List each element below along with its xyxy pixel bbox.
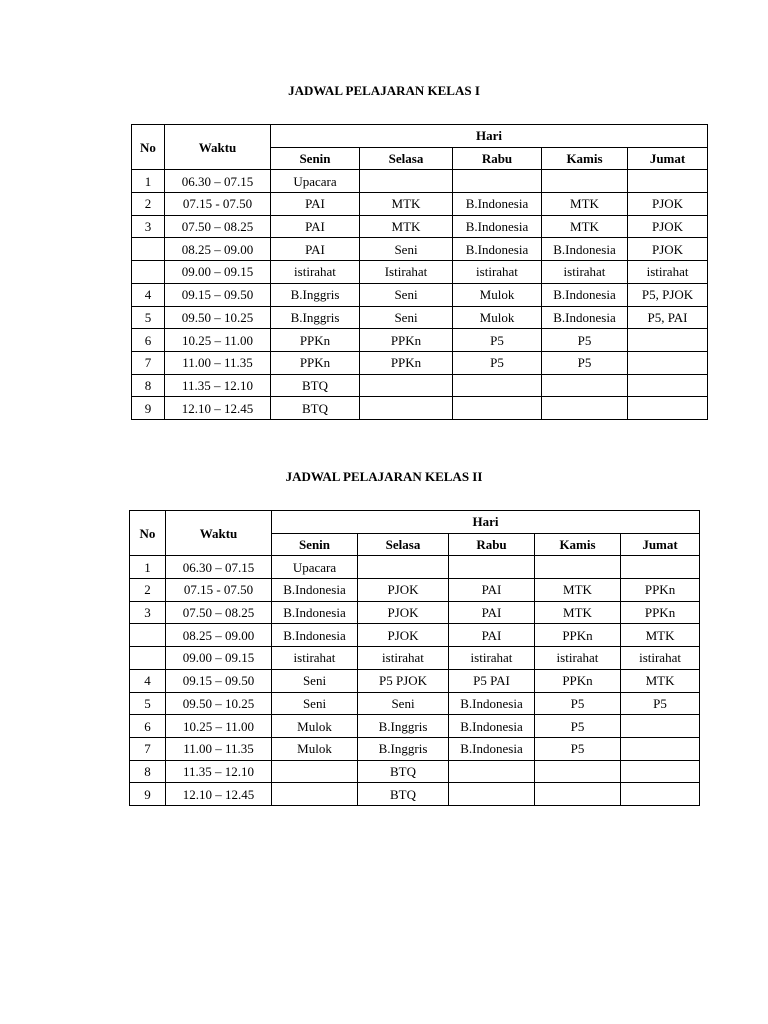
cell-senin: Mulok: [272, 737, 358, 760]
cell-jumat: [621, 783, 700, 806]
cell-rabu: Mulok: [453, 306, 542, 329]
header-waktu: Waktu: [165, 125, 271, 170]
cell-selasa: PJOK: [358, 624, 449, 647]
cell-selasa: B.Inggris: [358, 737, 449, 760]
cell-kamis: MTK: [535, 579, 621, 602]
header-waktu: Waktu: [166, 511, 272, 556]
cell-no: 3: [130, 601, 166, 624]
header-hari: Hari: [272, 511, 700, 534]
header-day-kamis: Kamis: [535, 533, 621, 556]
table-row: [130, 715, 700, 738]
cell-selasa: istirahat: [358, 647, 449, 670]
cell-selasa: PPKn: [360, 329, 453, 352]
table-row: [132, 193, 708, 216]
cell-waktu: 10.25 – 11.00: [165, 329, 271, 352]
cell-selasa: [360, 397, 453, 420]
cell-jumat: P5, PAI: [628, 306, 708, 329]
cell-jumat: [628, 374, 708, 397]
table-row: [130, 692, 700, 715]
cell-no: 2: [130, 579, 166, 602]
cell-senin: PAI: [271, 238, 360, 261]
cell-kamis: P5: [542, 351, 628, 374]
cell-no: [132, 261, 165, 284]
cell-kamis: [542, 374, 628, 397]
cell-selasa: Seni: [360, 238, 453, 261]
cell-no: [132, 238, 165, 261]
cell-no: 9: [130, 783, 166, 806]
cell-kamis: [542, 170, 628, 193]
table-row: [130, 783, 700, 806]
cell-senin: PPKn: [271, 351, 360, 374]
cell-rabu: B.Indonesia: [453, 193, 542, 216]
cell-waktu: 10.25 – 11.00: [166, 715, 272, 738]
cell-no: 6: [132, 329, 165, 352]
cell-selasa: Seni: [358, 692, 449, 715]
cell-senin: BTQ: [271, 374, 360, 397]
cell-kamis: MTK: [535, 601, 621, 624]
cell-waktu: 07.50 – 08.25: [165, 215, 271, 238]
cell-selasa: Seni: [360, 306, 453, 329]
cell-selasa: PJOK: [358, 579, 449, 602]
cell-rabu: [449, 760, 535, 783]
schedule-table-kelas-1: [131, 124, 708, 420]
cell-waktu: 06.30 – 07.15: [166, 556, 272, 579]
cell-waktu: 07.50 – 08.25: [166, 601, 272, 624]
table-row: [132, 374, 708, 397]
header-day-selasa: Selasa: [358, 533, 449, 556]
header-day-rabu: Rabu: [449, 533, 535, 556]
cell-senin: PAI: [271, 215, 360, 238]
cell-senin: B.Indonesia: [272, 601, 358, 624]
cell-selasa: Seni: [360, 283, 453, 306]
cell-no: 5: [132, 306, 165, 329]
cell-jumat: [628, 170, 708, 193]
cell-rabu: [449, 783, 535, 806]
cell-waktu: 11.00 – 11.35: [165, 351, 271, 374]
cell-rabu: B.Indonesia: [449, 715, 535, 738]
cell-selasa: [358, 556, 449, 579]
cell-jumat: [621, 556, 700, 579]
cell-senin: B.Indonesia: [272, 579, 358, 602]
cell-rabu: B.Indonesia: [449, 692, 535, 715]
cell-no: 1: [132, 170, 165, 193]
table-row: [132, 238, 708, 261]
cell-jumat: PJOK: [628, 215, 708, 238]
cell-jumat: [628, 351, 708, 374]
cell-rabu: Mulok: [453, 283, 542, 306]
cell-waktu: 12.10 – 12.45: [166, 783, 272, 806]
cell-waktu: 11.00 – 11.35: [166, 737, 272, 760]
cell-senin: Upacara: [272, 556, 358, 579]
cell-kamis: P5: [535, 692, 621, 715]
cell-no: 1: [130, 556, 166, 579]
cell-waktu: 08.25 – 09.00: [165, 238, 271, 261]
cell-selasa: [360, 374, 453, 397]
cell-selasa: MTK: [360, 215, 453, 238]
cell-kamis: MTK: [542, 193, 628, 216]
cell-rabu: [449, 556, 535, 579]
table-row: [132, 215, 708, 238]
cell-kamis: P5: [542, 329, 628, 352]
cell-senin: PAI: [271, 193, 360, 216]
cell-rabu: istirahat: [453, 261, 542, 284]
cell-rabu: [453, 374, 542, 397]
cell-no: 4: [132, 283, 165, 306]
cell-selasa: BTQ: [358, 783, 449, 806]
cell-senin: Upacara: [271, 170, 360, 193]
header-hari: Hari: [271, 125, 708, 148]
cell-kamis: [542, 397, 628, 420]
cell-no: 2: [132, 193, 165, 216]
cell-waktu: 09.15 – 09.50: [166, 669, 272, 692]
table-row: [130, 669, 700, 692]
cell-no: 8: [130, 760, 166, 783]
cell-senin: PPKn: [271, 329, 360, 352]
header-day-rabu: Rabu: [453, 147, 542, 170]
cell-kamis: PPKn: [535, 624, 621, 647]
cell-senin: istirahat: [271, 261, 360, 284]
header-no: No: [130, 511, 166, 556]
header-day-jumat: Jumat: [628, 147, 708, 170]
cell-jumat: [621, 715, 700, 738]
cell-no: [130, 624, 166, 647]
cell-senin: B.Indonesia: [272, 624, 358, 647]
cell-kamis: P5: [535, 715, 621, 738]
cell-kamis: istirahat: [542, 261, 628, 284]
table-row: [132, 170, 708, 193]
cell-waktu: 09.00 – 09.15: [165, 261, 271, 284]
cell-jumat: MTK: [621, 624, 700, 647]
cell-waktu: 08.25 – 09.00: [166, 624, 272, 647]
cell-waktu: 06.30 – 07.15: [165, 170, 271, 193]
cell-no: [130, 647, 166, 670]
table-2-title: JADWAL PELAJARAN KELAS II: [285, 469, 483, 484]
cell-no: 8: [132, 374, 165, 397]
cell-jumat: MTK: [621, 669, 700, 692]
cell-waktu: 09.00 – 09.15: [166, 647, 272, 670]
cell-kamis: [535, 760, 621, 783]
cell-no: 7: [132, 351, 165, 374]
cell-kamis: B.Indonesia: [542, 283, 628, 306]
schedule-table-kelas-2: [129, 510, 700, 806]
table-row: [130, 647, 700, 670]
cell-kamis: istirahat: [535, 647, 621, 670]
header-day-selasa: Selasa: [360, 147, 453, 170]
cell-jumat: istirahat: [621, 647, 700, 670]
table-2-body: [130, 556, 700, 806]
cell-senin: BTQ: [271, 397, 360, 420]
cell-jumat: PJOK: [628, 238, 708, 261]
cell-waktu: 09.50 – 10.25: [166, 692, 272, 715]
cell-senin: Mulok: [272, 715, 358, 738]
table-1-body: [132, 170, 708, 420]
cell-selasa: PPKn: [360, 351, 453, 374]
cell-rabu: istirahat: [449, 647, 535, 670]
cell-no: 7: [130, 737, 166, 760]
cell-waktu: 12.10 – 12.45: [165, 397, 271, 420]
cell-kamis: [535, 556, 621, 579]
cell-selasa: PJOK: [358, 601, 449, 624]
table-row: [132, 283, 708, 306]
cell-rabu: B.Indonesia: [453, 238, 542, 261]
cell-rabu: [453, 397, 542, 420]
cell-senin: [272, 783, 358, 806]
cell-jumat: P5, PJOK: [628, 283, 708, 306]
cell-rabu: P5: [453, 351, 542, 374]
cell-jumat: istirahat: [628, 261, 708, 284]
table-row: [130, 579, 700, 602]
cell-selasa: P5 PJOK: [358, 669, 449, 692]
cell-kamis: B.Indonesia: [542, 306, 628, 329]
table-row: [130, 737, 700, 760]
cell-senin: Seni: [272, 692, 358, 715]
header-day-kamis: Kamis: [542, 147, 628, 170]
cell-jumat: [628, 329, 708, 352]
cell-kamis: MTK: [542, 215, 628, 238]
cell-jumat: P5: [621, 692, 700, 715]
cell-waktu: 11.35 – 12.10: [166, 760, 272, 783]
cell-kamis: B.Indonesia: [542, 238, 628, 261]
cell-jumat: PPKn: [621, 601, 700, 624]
cell-rabu: [453, 170, 542, 193]
cell-no: 6: [130, 715, 166, 738]
table-row: [130, 624, 700, 647]
cell-rabu: P5: [453, 329, 542, 352]
cell-jumat: [621, 760, 700, 783]
cell-waktu: 09.50 – 10.25: [165, 306, 271, 329]
cell-waktu: 11.35 – 12.10: [165, 374, 271, 397]
cell-jumat: [628, 397, 708, 420]
cell-waktu: 09.15 – 09.50: [165, 283, 271, 306]
cell-no: 9: [132, 397, 165, 420]
table-row: [132, 397, 708, 420]
cell-selasa: B.Inggris: [358, 715, 449, 738]
cell-rabu: B.Indonesia: [449, 737, 535, 760]
table-row: [132, 351, 708, 374]
table-row: [132, 329, 708, 352]
cell-selasa: BTQ: [358, 760, 449, 783]
table-row: [130, 556, 700, 579]
cell-jumat: [621, 737, 700, 760]
cell-kamis: P5: [535, 737, 621, 760]
cell-rabu: P5 PAI: [449, 669, 535, 692]
cell-rabu: B.Indonesia: [453, 215, 542, 238]
cell-kamis: [535, 783, 621, 806]
cell-waktu: 07.15 - 07.50: [165, 193, 271, 216]
table-row: [132, 306, 708, 329]
cell-no: 4: [130, 669, 166, 692]
cell-kamis: PPKn: [535, 669, 621, 692]
table-row: [130, 601, 700, 624]
cell-jumat: PPKn: [621, 579, 700, 602]
table-1-title: JADWAL PELAJARAN KELAS I: [288, 83, 480, 98]
header-day-senin: Senin: [272, 533, 358, 556]
cell-selasa: MTK: [360, 193, 453, 216]
cell-senin: B.Inggris: [271, 306, 360, 329]
table-row: [132, 261, 708, 284]
cell-no: 5: [130, 692, 166, 715]
cell-selasa: [360, 170, 453, 193]
header-day-jumat: Jumat: [621, 533, 700, 556]
cell-rabu: PAI: [449, 624, 535, 647]
cell-selasa: Istirahat: [360, 261, 453, 284]
cell-senin: B.Inggris: [271, 283, 360, 306]
cell-rabu: PAI: [449, 601, 535, 624]
header-no: No: [132, 125, 165, 170]
cell-senin: Seni: [272, 669, 358, 692]
table-row: [130, 760, 700, 783]
cell-waktu: 07.15 - 07.50: [166, 579, 272, 602]
cell-senin: istirahat: [272, 647, 358, 670]
cell-rabu: PAI: [449, 579, 535, 602]
header-day-senin: Senin: [271, 147, 360, 170]
cell-jumat: PJOK: [628, 193, 708, 216]
cell-no: 3: [132, 215, 165, 238]
cell-senin: [272, 760, 358, 783]
